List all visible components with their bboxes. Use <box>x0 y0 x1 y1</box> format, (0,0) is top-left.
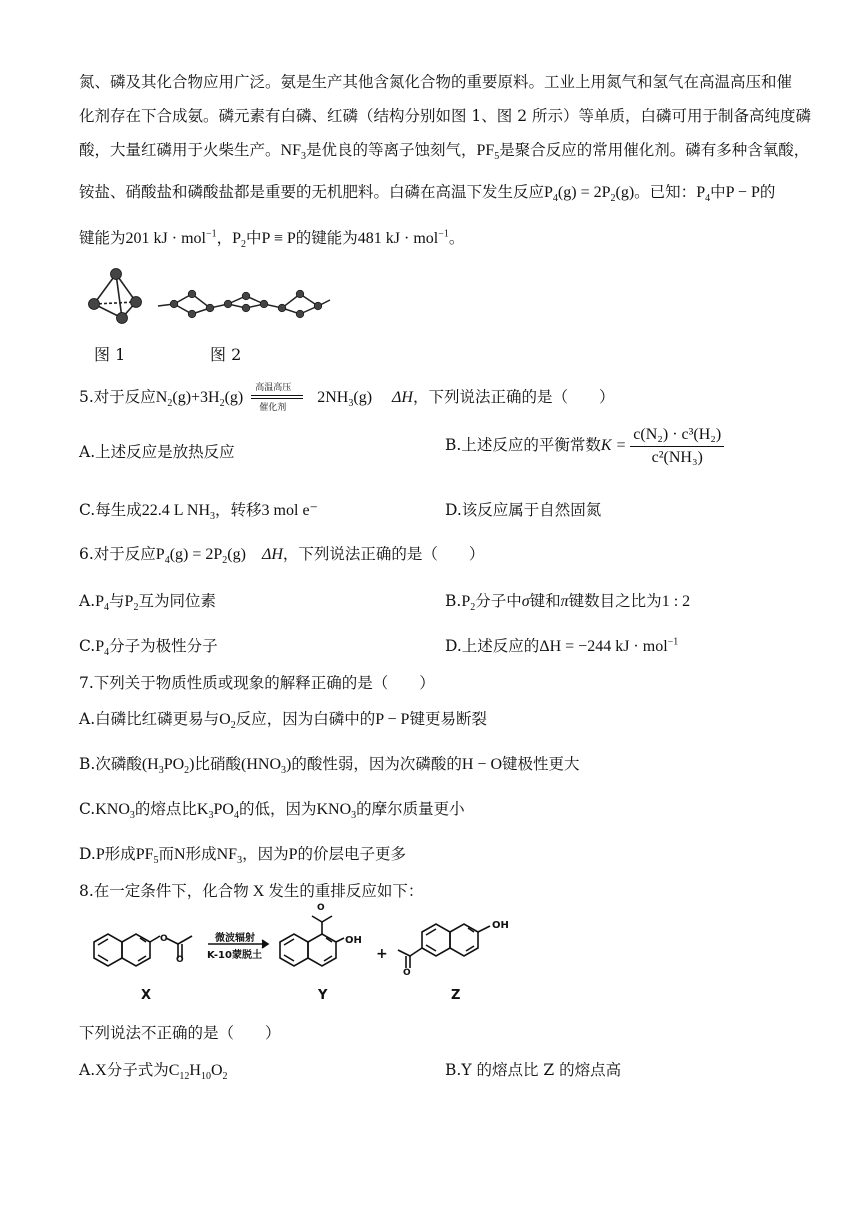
compound-x-ester-oxygen: O <box>160 934 168 944</box>
compound-x-carbonyl-oxygen: O <box>176 955 184 965</box>
q5-stem: 5.对于反应$N_2(g)+3H_2(g)$ 高温高压 催化剂 $2NH_3(g)$ ΔH，下列说法正确的是（ ） <box>79 385 614 408</box>
compound-y-label: Y <box>318 988 328 1003</box>
q8-option-b[interactable]: B.Y 的熔点比 Z 的熔点高 <box>445 1061 622 1079</box>
q7-stem: 7.下列关于物质性质或现象的解释正确的是（ ） <box>79 674 435 692</box>
q5-option-a[interactable]: A.上述反应是放热反应 <box>79 443 235 461</box>
q8-option-a[interactable]: A.X分子式为$C_{12}H_{10}O_2$ <box>79 1061 228 1083</box>
q5-option-b[interactable]: B.上述反应的平衡常数K = $\frac{\text{c(N₂) · c³(H₂)}}{\text{c²(NH₃)}}$ <box>445 426 724 467</box>
intro-line-5: 键能为201 kJ · mol$^{-1}$，$P_2$中P ≡ P的键能为481 kJ · mol$^{-1}$。 <box>79 228 465 251</box>
q5-condition-bottom: 催化剂 <box>259 403 287 413</box>
q6-option-d[interactable]: D.上述反应的ΔH = −244 kJ · mol$^{-1}$ <box>445 636 679 655</box>
compound-x-ring-1 <box>94 934 122 966</box>
compound-z-label: Z <box>451 988 461 1003</box>
white-phosphorus-structure <box>84 266 144 328</box>
q7-option-b[interactable]: B.次磷酸$(H_3PO_2)$比硝酸$(HNO_3)$的酸性弱，因为次磷酸的H − O键极性更大 <box>79 755 580 777</box>
compound-z-hydroxyl: OH <box>492 920 509 931</box>
rearrangement-scheme <box>80 910 530 990</box>
q6-stem: 6.对于反应$P_4(g) = 2P_2(g)$ ΔH，下列说法正确的是（ ） <box>79 545 485 567</box>
q6-option-b[interactable]: $B.P_2$分子中σ键和π键数目之比为1 : 2 <box>445 592 691 614</box>
q5-condition-top: 高温高压 <box>255 383 292 393</box>
arrow-condition-bottom: K-10蒙脱土 <box>207 950 262 961</box>
q7-option-c[interactable]: $C.KNO_3$的熔点比$K_3PO_4$的低，因为$KNO_3$的摩尔质量更小 <box>79 800 465 822</box>
intro-line-3: 酸，大量红磷用于火柴生产。$NF_3$是优良的等离子蚀刻气，$PF_5$是聚合反应的常用催化剂。磷有多种含氧酸， <box>79 141 810 163</box>
compound-y-hydroxyl: OH <box>345 935 362 946</box>
compound-x-ring-2 <box>122 934 150 966</box>
intro-line-4: 铵盐、硝酸盐和磷酸盐都是重要的无机肥料。白磷在高温下发生反应$P_4(g) = 2P_2(g)$。已知：$P_4$中P − P的 <box>79 183 776 205</box>
figure-2-caption: 图 2 <box>210 345 242 364</box>
q8-stem: 8.在一定条件下，化合物 X 发生的重排反应如下： <box>79 882 424 900</box>
q5-option-d[interactable]: D.该反应属于自然固氮 <box>445 501 602 519</box>
figure-1-caption: 图 1 <box>94 345 126 364</box>
red-phosphorus-structure <box>156 284 332 320</box>
q6-option-a[interactable]: $A.P_4$与$P_2$互为同位素 <box>79 592 216 614</box>
arrow-condition-top: 微波辐射 <box>215 933 255 944</box>
q5-reversible-arrow <box>251 395 303 399</box>
intro-line-2: 化剂存在下合成氨。磷元素有白磷、红磷（结构分别如图 1、图 2 所示）等单质，白磷可用于制备高纯度磷 <box>79 107 812 125</box>
q5-option-c[interactable]: C.每生成22.4 L $NH_3$，转移3 mol e⁻ <box>79 501 318 523</box>
q6-option-c[interactable]: $C.P_4$分子为极性分子 <box>79 637 218 659</box>
q7-option-d[interactable]: D.P形成$PF_5$而N形成$NF_3$，因为P的价层电子更多 <box>79 845 407 867</box>
compound-y-carbonyl-oxygen: O <box>317 903 325 913</box>
compound-x-label: X <box>141 988 152 1003</box>
compound-z-carbonyl-oxygen: O <box>403 968 411 978</box>
intro-line-1: 氮、磷及其化合物应用广泛。氨是生产其他含氮化合物的重要原料。工业上用氮气和氢气在高温高压和催 <box>79 73 793 91</box>
q7-option-a[interactable]: A.白磷比红磷更易与$O_2$反应，因为白磷中的P − P键更易断裂 <box>79 710 487 732</box>
q8-sub-stem: 下列说法不正确的是（ ） <box>79 1024 281 1042</box>
plus-sign: + <box>376 946 388 962</box>
